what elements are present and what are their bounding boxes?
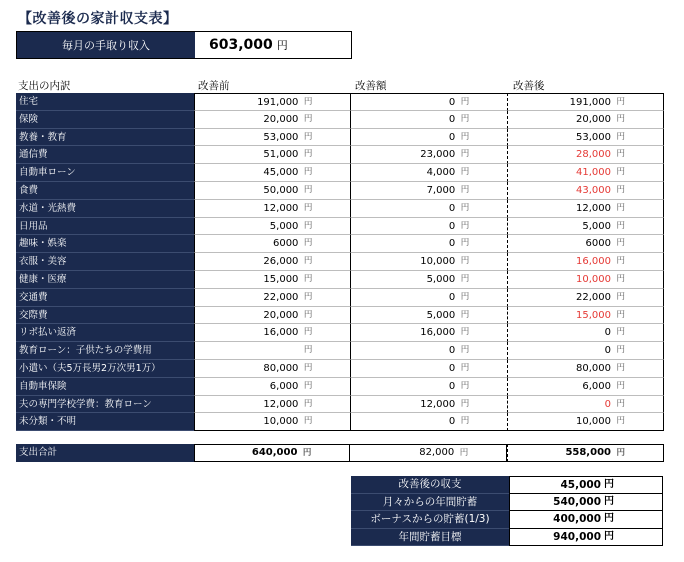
summary-label: 月々からの年間貯蓄 xyxy=(351,494,509,512)
cell-unit: 円 xyxy=(616,202,625,213)
cell-unit: 円 xyxy=(460,202,470,213)
cell-unit: 円 xyxy=(303,184,313,195)
cell-diff-value: 0 xyxy=(448,345,456,357)
cell-before-value: 10,000 xyxy=(263,416,299,428)
row-label: 日用品 xyxy=(16,218,194,236)
summary-value xyxy=(509,476,663,494)
cell-unit: 円 xyxy=(460,220,470,231)
summary-row xyxy=(351,476,663,494)
total-after-unit: 円 xyxy=(616,448,625,458)
cell-after-value: 0 xyxy=(604,345,611,357)
cell-after-value: 22,000 xyxy=(575,291,611,303)
cell-unit: 円 xyxy=(616,113,625,124)
monthly-income-unit: 円 xyxy=(276,39,288,52)
monthly-income-label: 毎月の手取り収入 xyxy=(17,32,195,58)
cell-unit: 円 xyxy=(460,416,470,427)
cell-unit: 円 xyxy=(303,309,313,320)
cell-diff xyxy=(350,129,507,147)
summary-amount: 400,000 xyxy=(553,513,601,525)
cell-after-value: 20,000 xyxy=(575,113,611,125)
cell-before-value: 20,000 xyxy=(263,309,299,321)
cell-diff-value: 5,000 xyxy=(426,309,456,321)
cell-unit: 円 xyxy=(616,345,625,356)
cell-after-value: 80,000 xyxy=(575,362,611,374)
cell-diff-value: 0 xyxy=(448,238,456,250)
summary-amount: 540,000 xyxy=(553,495,601,508)
cell-before xyxy=(194,146,351,164)
row-label: 水道・光熱費 xyxy=(16,200,194,218)
table-row xyxy=(16,129,664,147)
cell-diff xyxy=(350,218,507,236)
cell-before-value: 6000 xyxy=(272,238,299,250)
cell-before xyxy=(194,342,351,360)
cell-before xyxy=(194,307,351,325)
cell-unit: 円 xyxy=(460,131,470,142)
cell-unit: 円 xyxy=(460,327,470,338)
cell-before xyxy=(194,396,351,414)
cell-diff-value: 10,000 xyxy=(420,256,456,268)
table-row xyxy=(16,396,664,414)
cell-diff xyxy=(350,93,507,111)
total-diff xyxy=(350,444,507,462)
cell-before xyxy=(194,253,351,271)
row-label: 自動車保険 xyxy=(16,378,194,396)
cell-after xyxy=(507,253,664,271)
cell-after xyxy=(507,307,664,325)
cell-before xyxy=(194,324,351,342)
cell-diff-value: 0 xyxy=(448,97,456,108)
cell-after-value: 0 xyxy=(604,327,611,339)
cell-diff-value: 0 xyxy=(448,380,456,392)
cell-diff-value: 0 xyxy=(448,131,456,143)
summary-value xyxy=(509,494,663,512)
cell-before-value: 6,000 xyxy=(269,380,299,392)
table-row xyxy=(16,146,664,164)
cell-after-value: 15,000 xyxy=(575,309,611,321)
monthly-income-box xyxy=(16,31,352,59)
cell-diff-value: 12,000 xyxy=(420,398,456,410)
cell-before xyxy=(194,413,351,431)
cell-unit: 円 xyxy=(303,345,313,356)
cell-after-value: 53,000 xyxy=(575,131,611,143)
cell-after xyxy=(507,342,664,360)
header-before: 改善前 xyxy=(198,80,230,92)
cell-unit: 円 xyxy=(616,398,625,409)
cell-before-value: 16,000 xyxy=(263,327,299,339)
cell-after xyxy=(507,324,664,342)
cell-before xyxy=(194,360,351,378)
summary-amount: 45,000 xyxy=(560,479,601,491)
cell-after-value: 12,000 xyxy=(575,202,611,214)
cell-unit: 円 xyxy=(460,398,470,409)
cell-unit: 円 xyxy=(616,291,625,302)
cell-after xyxy=(507,289,664,307)
cell-after-value: 28,000 xyxy=(575,149,611,161)
cell-unit: 円 xyxy=(303,398,313,409)
cell-unit: 円 xyxy=(616,184,625,195)
cell-unit: 円 xyxy=(303,131,313,142)
header-breakdown: 支出の内訳 xyxy=(18,80,71,92)
cell-after xyxy=(507,146,664,164)
cell-unit: 円 xyxy=(460,309,470,320)
cell-before-value: 12,000 xyxy=(263,202,299,214)
cell-diff xyxy=(350,413,507,431)
row-label: 健康・医療 xyxy=(16,271,194,289)
summary-amount: 940,000 xyxy=(553,530,601,543)
summary-row xyxy=(351,529,663,547)
cell-unit: 円 xyxy=(303,202,313,213)
cell-unit: 円 xyxy=(616,220,625,231)
cell-diff-value: 0 xyxy=(448,416,456,428)
total-after-value: 558,000 xyxy=(565,447,611,458)
cell-unit: 円 xyxy=(303,327,313,338)
cell-before xyxy=(194,218,351,236)
summary-table xyxy=(351,476,663,546)
page-title: 【改善後の家計収支表】 xyxy=(18,11,178,27)
cell-diff xyxy=(350,164,507,182)
cell-diff-value: 0 xyxy=(448,113,456,125)
cell-unit: 円 xyxy=(616,380,625,391)
cell-unit: 円 xyxy=(616,167,625,178)
cell-after-value: 191,000 xyxy=(569,97,611,108)
monthly-income-value xyxy=(195,32,351,58)
cell-unit: 円 xyxy=(460,167,470,178)
cell-after-value: 0 xyxy=(604,398,611,410)
cell-unit: 円 xyxy=(303,416,313,427)
cell-after xyxy=(507,111,664,129)
cell-diff-value: 7,000 xyxy=(426,184,456,196)
header-after: 改善後 xyxy=(513,80,545,92)
cell-unit: 円 xyxy=(460,380,470,391)
cell-after xyxy=(507,271,664,289)
row-label: 教養・教育 xyxy=(16,129,194,147)
cell-before xyxy=(194,182,351,200)
total-before-unit: 円 xyxy=(302,448,312,458)
cell-unit: 円 xyxy=(460,149,470,160)
row-label: リボ払い返済 xyxy=(16,324,194,342)
table-row xyxy=(16,378,664,396)
header-diff: 改善額 xyxy=(355,80,387,92)
table-row xyxy=(16,111,664,129)
summary-label: 年間貯蓄目標 xyxy=(351,529,509,547)
summary-value xyxy=(509,529,663,547)
cell-unit: 円 xyxy=(303,238,313,249)
total-before-value: 640,000 xyxy=(251,447,298,458)
table-row xyxy=(16,289,664,307)
cell-after-value: 16,000 xyxy=(575,256,611,268)
cell-after xyxy=(507,218,664,236)
cell-diff-value: 16,000 xyxy=(420,327,456,339)
table-row xyxy=(16,413,664,431)
cell-unit: 円 xyxy=(616,131,625,142)
total-label: 支出合計 xyxy=(16,444,194,462)
cell-before-value: 26,000 xyxy=(263,256,299,268)
cell-diff xyxy=(350,271,507,289)
cell-unit: 円 xyxy=(303,256,313,267)
cell-diff-value: 4,000 xyxy=(426,167,456,179)
cell-after-value: 5,000 xyxy=(582,220,611,232)
cell-before xyxy=(194,93,351,111)
row-label: 食費 xyxy=(16,182,194,200)
row-label: 教育ローン：子供たちの学費用 xyxy=(16,342,194,360)
row-label: 小遣い（夫5万長男2万次男1万） xyxy=(16,360,194,378)
cell-unit: 円 xyxy=(616,362,625,373)
cell-before-value: 15,000 xyxy=(263,273,299,285)
cell-before-value: 22,000 xyxy=(263,291,299,303)
summary-label: ボーナスからの貯蓄(1/3) xyxy=(351,511,509,529)
cell-unit: 円 xyxy=(616,327,625,338)
cell-unit: 円 xyxy=(303,113,313,124)
total-before xyxy=(194,444,351,462)
cell-diff xyxy=(350,111,507,129)
summary-value xyxy=(509,511,663,529)
table-row xyxy=(16,182,664,200)
cell-after-value: 6000 xyxy=(585,238,611,250)
cell-diff-value: 0 xyxy=(448,202,456,214)
table-row xyxy=(16,307,664,325)
cell-unit: 円 xyxy=(303,220,313,231)
cell-unit: 円 xyxy=(303,291,313,302)
cell-diff xyxy=(350,360,507,378)
cell-unit: 円 xyxy=(460,97,470,107)
monthly-income-amount: 603,000 xyxy=(209,37,273,53)
cell-after-value: 10,000 xyxy=(575,273,611,285)
cell-diff xyxy=(350,307,507,325)
cell-diff xyxy=(350,235,507,253)
cell-unit: 円 xyxy=(303,380,313,391)
cell-diff-value: 0 xyxy=(448,220,456,232)
cell-diff-value: 0 xyxy=(448,291,456,303)
cell-unit: 円 xyxy=(616,273,625,284)
cell-diff-value: 0 xyxy=(448,362,456,374)
cell-unit: 円 xyxy=(460,291,470,302)
cell-unit: 円 xyxy=(460,362,470,373)
cell-diff xyxy=(350,146,507,164)
cell-unit: 円 xyxy=(460,113,470,124)
cell-unit: 円 xyxy=(616,97,625,107)
cell-before xyxy=(194,111,351,129)
cell-after-value: 41,000 xyxy=(575,167,611,179)
cell-unit: 円 xyxy=(460,238,470,249)
cell-diff xyxy=(350,289,507,307)
cell-diff xyxy=(350,378,507,396)
total-row xyxy=(16,444,664,462)
cell-after xyxy=(507,200,664,218)
cell-after xyxy=(507,360,664,378)
cell-unit: 円 xyxy=(303,149,313,160)
table-row xyxy=(16,200,664,218)
table-row xyxy=(16,164,664,182)
cell-after xyxy=(507,235,664,253)
table-row xyxy=(16,324,664,342)
cell-after xyxy=(507,93,664,111)
cell-diff xyxy=(350,253,507,271)
cell-diff-value: 5,000 xyxy=(426,273,456,285)
row-label: 通信費 xyxy=(16,146,194,164)
cell-before xyxy=(194,129,351,147)
cell-before xyxy=(194,200,351,218)
row-label: 自動車ローン xyxy=(16,164,194,182)
cell-diff xyxy=(350,396,507,414)
cell-unit: 円 xyxy=(460,345,470,356)
cell-after-value: 6,000 xyxy=(582,380,611,392)
cell-before-value: 50,000 xyxy=(263,184,299,196)
total-diff-value: 82,000 xyxy=(419,447,455,458)
expense-table xyxy=(16,93,664,431)
cell-diff xyxy=(350,342,507,360)
table-row xyxy=(16,253,664,271)
cell-unit: 円 xyxy=(303,273,313,284)
cell-unit: 円 xyxy=(616,149,625,160)
cell-diff xyxy=(350,200,507,218)
cell-after-value: 10,000 xyxy=(575,416,611,428)
cell-unit: 円 xyxy=(460,273,470,284)
cell-unit: 円 xyxy=(616,309,625,320)
cell-after xyxy=(507,396,664,414)
row-label: 交際費 xyxy=(16,307,194,325)
cell-after xyxy=(507,413,664,431)
cell-unit: 円 xyxy=(303,97,313,107)
row-label: 趣味・娯楽 xyxy=(16,235,194,253)
summary-unit: 円 xyxy=(604,495,614,507)
cell-before xyxy=(194,271,351,289)
cell-unit: 円 xyxy=(303,362,313,373)
row-label: 保険 xyxy=(16,111,194,129)
cell-before xyxy=(194,289,351,307)
total-after xyxy=(507,444,664,462)
cell-after xyxy=(507,182,664,200)
cell-before xyxy=(194,378,351,396)
cell-after xyxy=(507,164,664,182)
total-diff-unit: 円 xyxy=(459,448,469,458)
cell-before-value: 20,000 xyxy=(263,113,299,125)
cell-unit: 円 xyxy=(303,167,313,178)
cell-before-value: 12,000 xyxy=(263,398,299,410)
row-label: 交通費 xyxy=(16,289,194,307)
table-row xyxy=(16,93,664,111)
row-label: 衣服・美容 xyxy=(16,253,194,271)
table-row xyxy=(16,360,664,378)
cell-before-value: 191,000 xyxy=(257,97,299,108)
table-row xyxy=(16,342,664,360)
summary-unit: 円 xyxy=(604,479,614,490)
cell-diff xyxy=(350,182,507,200)
cell-diff xyxy=(350,324,507,342)
cell-before-value: 53,000 xyxy=(263,131,299,143)
cell-before-value: 51,000 xyxy=(263,149,299,161)
summary-unit: 円 xyxy=(604,513,614,524)
cell-after xyxy=(507,378,664,396)
cell-unit: 円 xyxy=(460,184,470,195)
table-row xyxy=(16,235,664,253)
summary-unit: 円 xyxy=(604,530,614,542)
cell-after-value: 43,000 xyxy=(575,184,611,196)
cell-unit: 円 xyxy=(616,238,625,249)
row-label: 未分類・不明 xyxy=(16,413,194,431)
cell-after xyxy=(507,129,664,147)
cell-before xyxy=(194,235,351,253)
cell-unit: 円 xyxy=(616,256,625,267)
cell-before xyxy=(194,164,351,182)
summary-row xyxy=(351,494,663,512)
table-row xyxy=(16,218,664,236)
summary-label: 改善後の収支 xyxy=(351,476,509,494)
cell-before-value: 5,000 xyxy=(269,220,299,232)
cell-before-value: 45,000 xyxy=(263,167,299,179)
row-label: 夫の専門学校学費：教育ローン xyxy=(16,396,194,414)
cell-diff-value: 23,000 xyxy=(420,149,456,161)
cell-unit: 円 xyxy=(460,256,470,267)
row-label: 住宅 xyxy=(16,93,194,111)
cell-unit: 円 xyxy=(616,416,625,427)
cell-before-value: 80,000 xyxy=(263,362,299,374)
summary-row xyxy=(351,511,663,529)
table-row xyxy=(16,271,664,289)
